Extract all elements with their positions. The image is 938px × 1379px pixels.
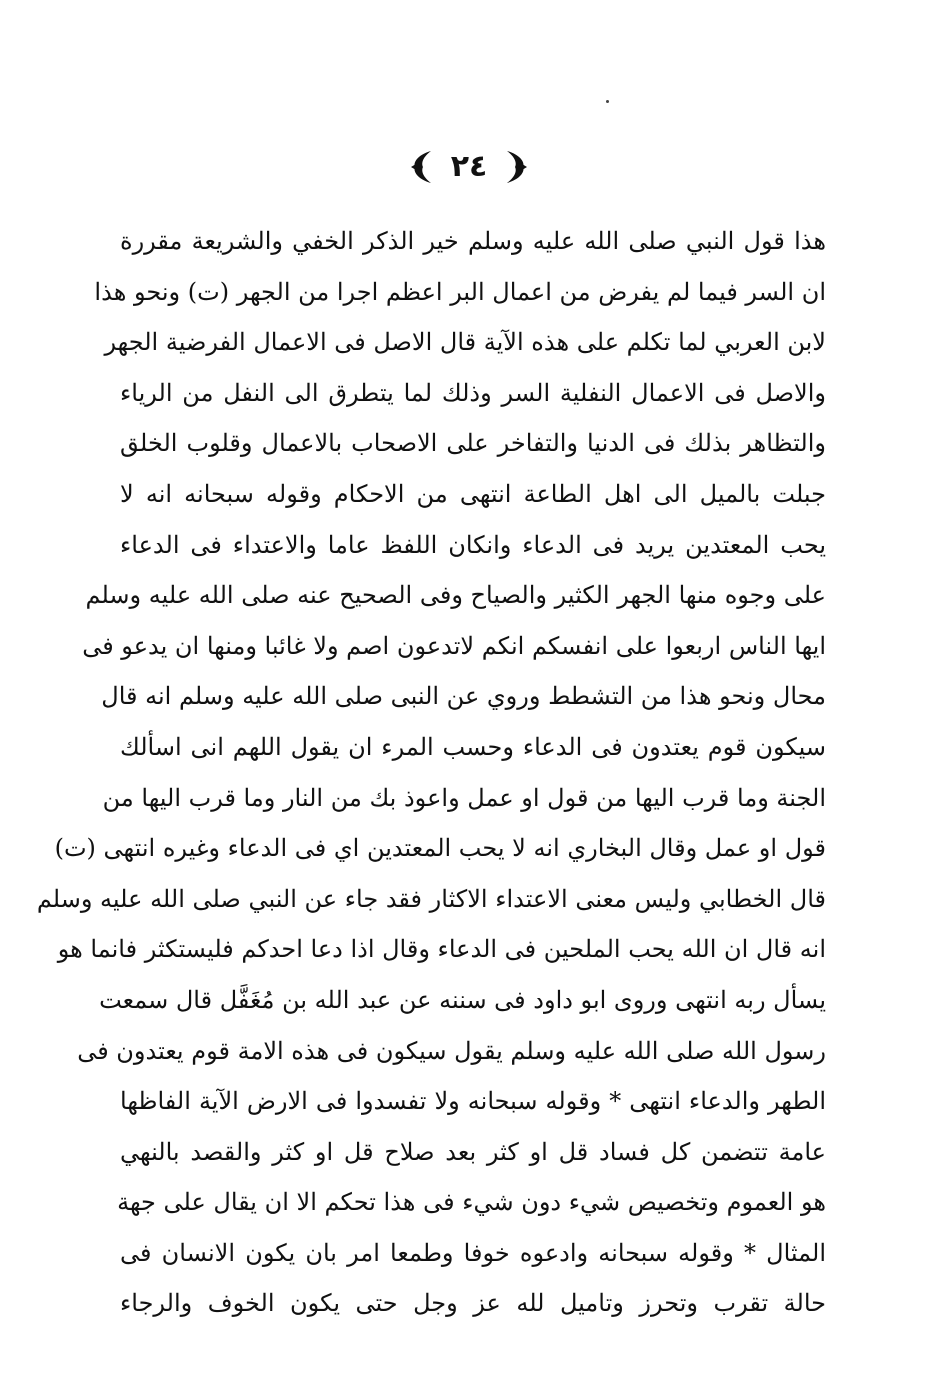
text-line: الطهر والدعاء انتهى * وقوله سبحانه ولا تفسدوا فى الارض الآية الفاظها: [120, 1087, 826, 1116]
text-line: هذا قول النبي صلى الله عليه وسلم خير الذكر الخفي والشريعة مقررة: [120, 227, 826, 255]
text-line: حالة تقرب وتحرز وتاميل لله عز وجل حتى يكون الخوف والرجاء: [120, 1289, 827, 1318]
text-line: قال الخطابي وليس معنى الاعتداء الاكثار فقد جاء عن النبي صلى الله عليه وسلم: [36, 884, 826, 913]
ink-speck: [606, 100, 609, 103]
text-line: والتظاهر بذلك فى الدنيا والتفاخر على الاصحاب بالاعمال وقلوب الخلق: [120, 429, 827, 458]
text-line: يحب المعتدين يريد فى الدعاء وانكان اللفظ عاما والاعتداء فى الدعاء: [120, 530, 826, 559]
text-line: يسأل ربه انتهى وروى ابو داود فى سننه عن عبد الله بن مُغَفَّل قال سمعت: [99, 985, 826, 1014]
text-line: انه قال ان الله يحب الملحين فى الدعاء وقال اذا دعا احدكم فليستكثر فانما هو: [57, 935, 826, 964]
text-line: رسول الله صلى الله عليه وسلم يقول سيكون فى هذه الامة قوم يعتدون فى: [77, 1036, 826, 1065]
text-line: محال ونحو هذا من التشطط وروي عن النبى صلى الله عليه وسلم انه قال: [101, 682, 826, 711]
page-header: [0, 142, 938, 192]
text-line: المثال * وقوله سبحانه وادعوه خوفا وطمعا امر بان يكون الانسان فى: [120, 1238, 826, 1267]
text-line: جبلت بالميل الى اهل الطاعة انتهى من الاحكام وقوله سبحانه انه لا: [120, 479, 826, 508]
text-line: قول او عمل وقال البخاري انه لا يحب المعتدين اي فى الدعاء وغيره انتهى (ت): [54, 834, 826, 863]
ornament-right-icon: [501, 147, 531, 187]
text-line: والاصل فى الاعمال النفلية السر وذلك لما يتطرق الى النفل من الرياء: [120, 378, 826, 407]
text-line: ان السر فيما لم يفرض من اعمال البر اعظم اجرا من الجهر (ت) ونحو هذا: [94, 277, 826, 306]
text-line: هو العموم وتخصيص شيء دون شيء فى هذا تحكم الا ان يقال على جهة: [117, 1188, 826, 1217]
text-line: الجنة وما قرب اليها من قول او عمل واعوذ بك من النار وما قرب اليها من: [102, 783, 826, 812]
page-number: ٢٤: [450, 149, 488, 184]
text-line: سيكون قوم يعتدون فى الدعاء وحسب المرء ان يقول اللهم انى اسألك: [120, 732, 826, 761]
text-line: ايها الناس اربعوا على انفسكم انكم لاتدعون اصم ولا غائبا ومنها ان يدعو فى: [82, 631, 826, 660]
ornament-left-icon: [407, 147, 437, 187]
text-line: عامة تتضمن كل فساد قل او كثر بعد صلاح قل او كثر والقصد بالنهي: [120, 1137, 826, 1166]
text-line: على وجوه منها الجهر الكثير والصياح وفى الصحيح عنه صلى الله عليه وسلم: [85, 581, 826, 610]
text-line: لابن العربي لما تكلم على هذه الآية قال الاصل فى الاعمال الفرضية الجهر: [104, 328, 826, 357]
body-text: [36, 216, 827, 1329]
